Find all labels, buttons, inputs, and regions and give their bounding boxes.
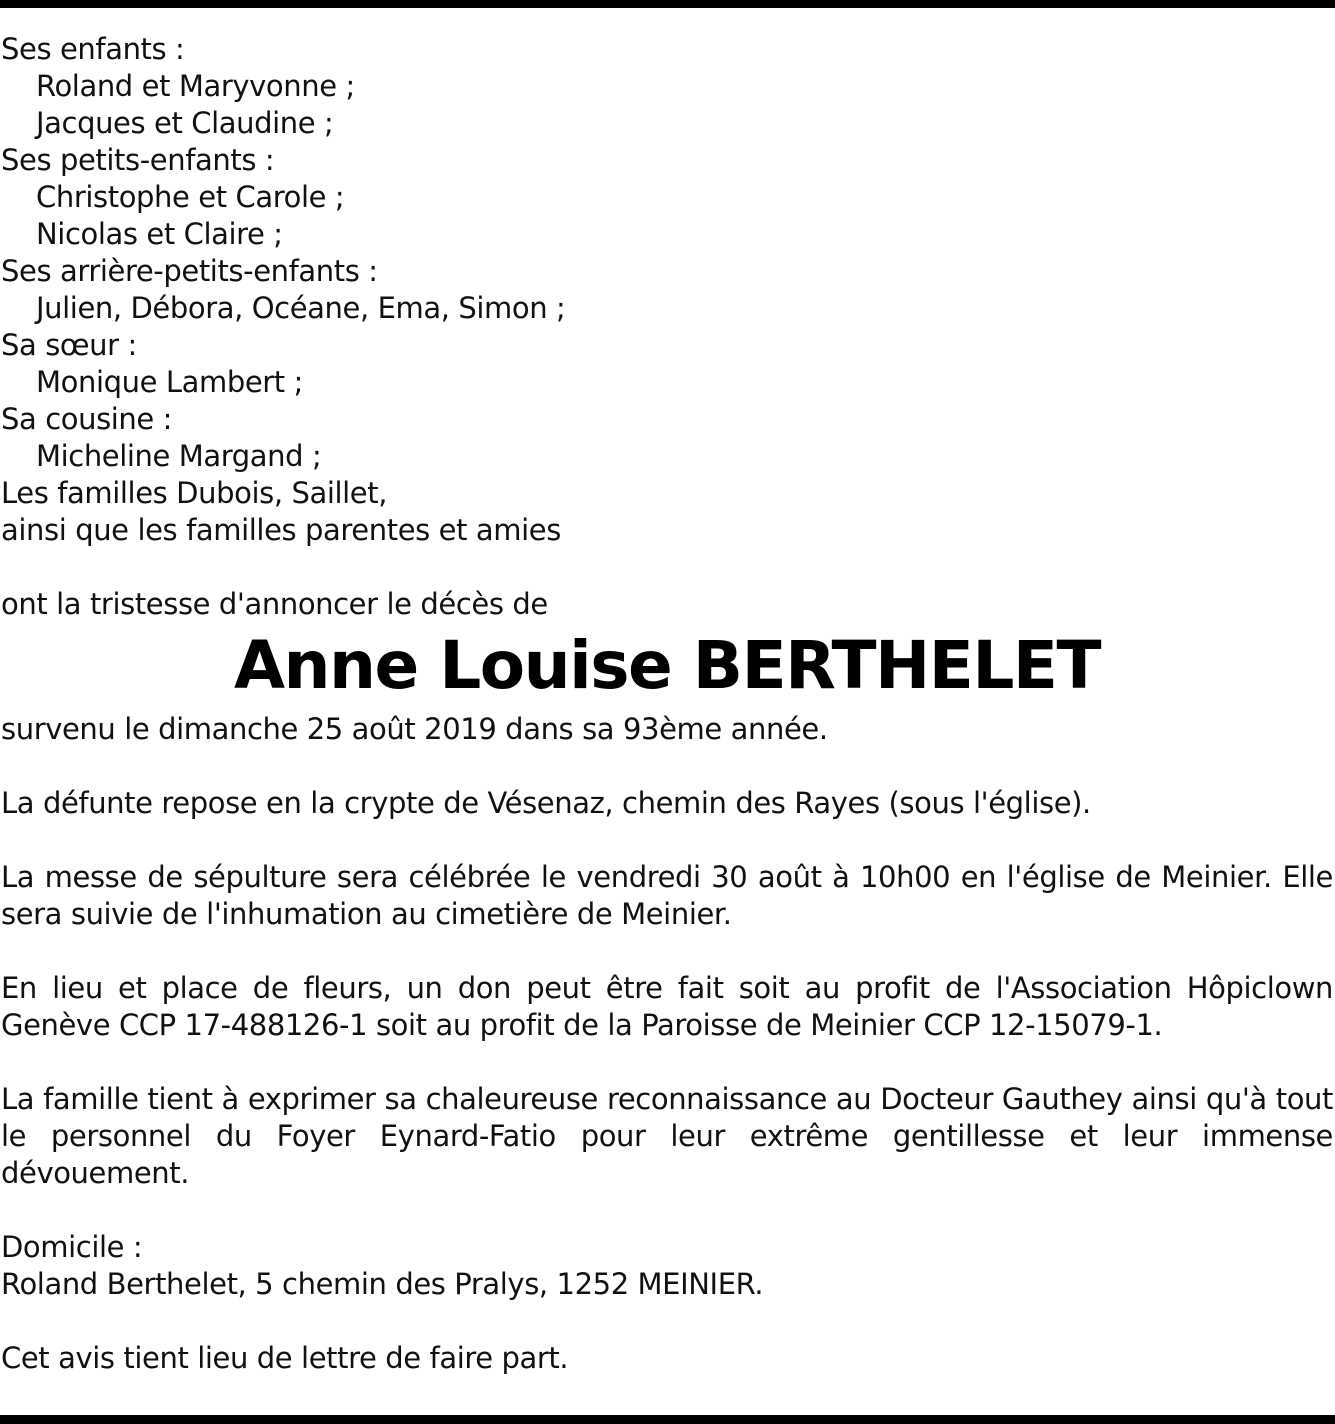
top-rule [0,0,1335,8]
spacer [1,1044,1333,1081]
families-line: Les familles Dubois, Saillet, [1,476,388,510]
donation-paragraph: En lieu et place de fleurs, un don peut être fait soit au profit de l'Association Hôpiclown Genève CCP 17-488126-1 soit au profit de la Paroisse de Meinier CCP 12-15079-1. [1,971,1333,1042]
great-grandchildren-label: Ses arrière-petits-enfants : [1,254,378,288]
cousin-label: Sa cousine : [1,402,173,436]
spacer [1,822,1333,859]
death-date-text: survenu le dimanche 25 août 2019 dans sa 93ème année. [1,712,828,746]
grandchild-entry: Nicolas et Claire ; [36,217,283,251]
bottom-rule [0,1415,1335,1424]
great-grandchild-entry: Julien, Débora, Océane, Ema, Simon ; [36,291,566,325]
sister-entry: Monique Lambert ; [36,365,303,399]
domicile-address: Roland Berthelet, 5 chemin des Pralys, 1252 MEINIER. [1,1267,764,1301]
domicile-label: Domicile : [1,1230,143,1264]
spacer [1,1192,1333,1229]
viewing-text: La défunte repose en la crypte de Vésenaz, chemin des Rayes (sous l'église). [1,786,1091,820]
thanks-paragraph: La famille tient à exprimer sa chaleureuse reconnaissance au Docteur Gauthey ainsi qu'à tout le personnel du Foyer Eynard-Fatio pour leur extrême gentillesse et leur immense dévouement. [1,1082,1333,1190]
cousin-entry: Micheline Margand ; [36,439,322,473]
closing-text: Cet avis tient lieu de lettre de faire part. [1,1341,569,1375]
deceased-name: Anne Louise BERTHELET [233,627,1101,704]
spacer [1,933,1333,970]
funeral-paragraph: La messe de sépulture sera célébrée le vendredi 30 août à 10h00 en l'église de Meinier. Elle sera suivie de l'inhumation au cimetière de Meinier. [1,860,1333,931]
spacer [1,748,1333,785]
children-label: Ses enfants : [1,32,185,66]
child-entry: Roland et Maryvonne ; [36,69,355,103]
spacer [1,1303,1333,1340]
child-entry: Jacques et Claudine ; [36,106,334,140]
grandchildren-label: Ses petits-enfants : [1,143,275,177]
announcement-text: ont la tristesse d'annoncer le décès de [1,587,548,621]
families-line: ainsi que les familles parentes et amies [1,513,561,547]
sister-label: Sa sœur : [1,328,137,362]
grandchild-entry: Christophe et Carole ; [36,180,345,214]
spacer [1,549,1333,586]
obituary-notice [1,31,1333,1377]
